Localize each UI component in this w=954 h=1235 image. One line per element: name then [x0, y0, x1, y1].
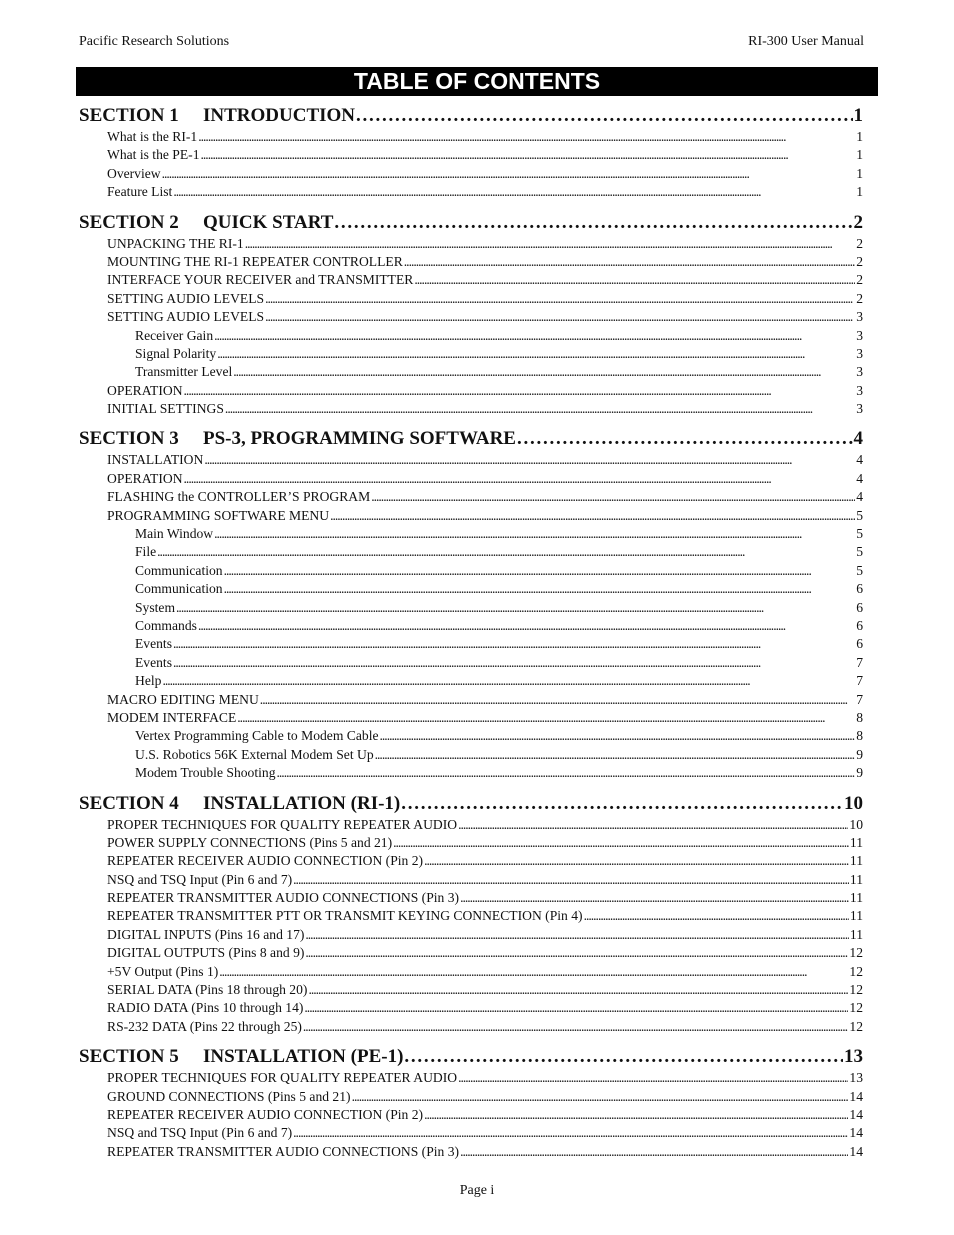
entry-page-number: 11 [849, 926, 863, 942]
dot-leader [424, 1106, 848, 1124]
toc-subentry[interactable] [79, 654, 863, 672]
entry-page-number: 10 [849, 816, 863, 832]
section-page-number: 4 [853, 428, 863, 450]
dot-leader [380, 727, 856, 745]
section-number: SECTION 1 [79, 105, 179, 126]
toc-subentry[interactable] [79, 746, 863, 764]
dot-leader [371, 488, 855, 506]
entry-page-number: 1 [856, 165, 863, 181]
dot-leader [162, 672, 855, 690]
entry-page-number: 8 [856, 709, 863, 725]
dot-leader [233, 363, 855, 381]
dot-leader [265, 308, 855, 326]
dot-leader [204, 451, 855, 469]
toc-entry[interactable] [79, 816, 863, 834]
entry-label: Transmitter Level [135, 364, 233, 380]
entry-label: SETTING AUDIO LEVELS [107, 290, 265, 306]
entry-label: Modem Trouble Shooting [135, 765, 276, 781]
section-page-number: 1 [853, 105, 863, 126]
running-header-left: Pacific Research Solutions [79, 34, 230, 49]
toc-banner: TABLE OF CONTENTS [76, 67, 878, 96]
entry-page-number: 6 [856, 599, 863, 615]
entry-page-number: 11 [849, 853, 863, 869]
dot-leader [201, 146, 856, 164]
section-title: INSTALLATION (PE-1) [203, 1046, 404, 1068]
toc-entry[interactable] [79, 128, 863, 146]
dot-leader [277, 764, 856, 782]
entry-label: DIGITAL INPUTS (Pins 16 and 17) [107, 926, 305, 942]
running-header-right: RI-300 User Manual [748, 34, 864, 49]
toc-entry[interactable] [79, 944, 863, 962]
toc-entry[interactable] [79, 183, 863, 201]
dot-leader [305, 926, 849, 944]
toc-entry[interactable] [79, 271, 863, 289]
entry-page-number: 2 [856, 272, 863, 288]
entry-page-number: 3 [856, 364, 863, 380]
section-number: SECTION 5 [79, 1046, 179, 1068]
toc-subentry[interactable] [79, 617, 863, 635]
entry-page-number: 2 [856, 290, 863, 306]
toc-section-heading[interactable] [79, 212, 863, 235]
entry-label: File [135, 544, 157, 560]
dot-leader [517, 428, 853, 450]
toc-subentry[interactable] [79, 562, 863, 580]
toc-entry[interactable] [79, 871, 863, 889]
entry-label: REPEATER TRANSMITTER PTT OR TRANSMIT KEYING CONNECTION (Pin 4) [107, 908, 583, 924]
entry-page-number: 11 [849, 871, 863, 887]
toc-entry[interactable] [79, 963, 863, 981]
toc-entry[interactable] [79, 451, 863, 469]
toc-entry[interactable] [79, 926, 863, 944]
page-number-footer: Page i [459, 1183, 495, 1198]
section-number: SECTION 4 [79, 792, 179, 814]
toc-entry[interactable] [79, 507, 863, 525]
section-title: INTRODUCTION [203, 105, 356, 126]
toc-section-heading[interactable] [79, 105, 863, 128]
toc-entry[interactable] [79, 691, 863, 709]
entry-label: PROPER TECHNIQUES FOR QUALITY REPEATER AUDIO [107, 1070, 458, 1086]
entry-label: What is the RI-1 [107, 129, 198, 144]
entry-label: GROUND CONNECTIONS (Pins 5 and 21) [107, 1088, 351, 1104]
dot-leader [401, 793, 843, 815]
dot-leader [265, 290, 855, 308]
dot-leader [162, 165, 856, 183]
toc-entry[interactable] [79, 834, 863, 852]
dot-leader [245, 235, 856, 253]
toc-section-heading[interactable] [79, 1046, 863, 1069]
dot-leader [217, 345, 855, 363]
section-page-number: 13 [844, 1046, 863, 1068]
toc-subentry[interactable] [79, 327, 863, 345]
dot-leader [458, 1069, 848, 1087]
toc-entry[interactable] [79, 709, 863, 727]
toc-entry[interactable] [79, 308, 863, 326]
toc-subentry[interactable] [79, 764, 863, 782]
dot-leader [237, 709, 855, 727]
dot-leader [308, 981, 848, 999]
entry-label: Commands [135, 617, 197, 633]
entry-label: Signal Polarity [135, 345, 217, 361]
toc-entry[interactable] [79, 400, 863, 418]
entry-page-number: 8 [856, 728, 863, 744]
toc-entry[interactable] [79, 999, 863, 1017]
dot-leader [214, 327, 855, 345]
dot-leader [224, 580, 856, 598]
toc-subentry[interactable] [79, 599, 863, 617]
dot-leader [356, 105, 852, 127]
entry-label: Communication [135, 581, 223, 597]
toc-subentry[interactable] [79, 635, 863, 653]
section-number: SECTION 3 [79, 428, 179, 450]
entry-page-number: 5 [856, 544, 863, 560]
entry-label: INSTALLATION [107, 452, 204, 468]
toc-subentry[interactable] [79, 727, 863, 745]
entry-page-number: 3 [856, 345, 863, 361]
entry-page-number: 9 [856, 746, 863, 762]
entry-label: FLASHING the CONTROLLER’S PROGRAM [107, 489, 371, 505]
dot-leader [293, 871, 849, 889]
entry-page-number: 4 [856, 470, 863, 486]
entry-page-number: 14 [849, 1143, 863, 1159]
dot-leader [184, 470, 856, 488]
dot-leader [414, 271, 855, 289]
entry-page-number: 4 [856, 452, 863, 468]
entry-page-number: 12 [849, 1018, 863, 1034]
entry-label: REPEATER TRANSMITTER AUDIO CONNECTIONS (Pin 3) [107, 890, 460, 906]
entry-page-number: 5 [856, 562, 863, 578]
section-number: SECTION 2 [79, 211, 179, 233]
dot-leader [303, 1018, 849, 1036]
entry-label: NSQ and TSQ Input (Pin 6 and 7) [107, 1125, 293, 1141]
toc-entry[interactable] [79, 852, 863, 870]
entry-label: Events [135, 636, 172, 652]
entry-label: Vertex Programming Cable to Modem Cable [135, 728, 379, 744]
entry-label: NSQ and TSQ Input (Pin 6 and 7) [107, 871, 293, 887]
entry-page-number: 11 [849, 890, 863, 906]
entry-label: REPEATER TRANSMITTER AUDIO CONNECTIONS (Pin 3) [107, 1143, 460, 1159]
entry-page-number: 14 [849, 1088, 863, 1104]
toc-entry[interactable] [79, 981, 863, 999]
entry-label: Receiver Gain [135, 327, 214, 343]
dot-leader [424, 852, 849, 870]
entry-page-number: 9 [856, 765, 863, 781]
entry-page-number: 13 [849, 1070, 863, 1086]
dot-leader [198, 617, 855, 635]
dot-leader [458, 816, 848, 834]
entry-label: Overview [107, 165, 161, 181]
entry-page-number: 3 [856, 382, 863, 398]
dot-leader [198, 128, 855, 146]
toc-entry[interactable] [79, 907, 863, 925]
entry-page-number: 14 [849, 1125, 863, 1141]
entry-label: Feature List [107, 184, 173, 200]
dot-leader [304, 999, 848, 1017]
entry-page-number: 3 [856, 401, 863, 417]
entry-page-number: 12 [849, 982, 863, 998]
dot-leader [404, 1046, 843, 1068]
entry-page-number: 12 [849, 1000, 863, 1016]
toc-entry[interactable] [79, 382, 863, 400]
entry-label: POWER SUPPLY CONNECTIONS (Pins 5 and 21) [107, 834, 393, 850]
entry-label: REPEATER RECEIVER AUDIO CONNECTION (Pin 2) [107, 853, 424, 869]
dot-leader [173, 654, 855, 672]
entry-page-number: 1 [856, 129, 863, 144]
toc-entry[interactable] [79, 1143, 863, 1161]
entry-page-number: 3 [856, 327, 863, 343]
toc-entry[interactable] [79, 470, 863, 488]
entry-page-number: 2 [856, 235, 863, 251]
entry-label: INITIAL SETTINGS [107, 401, 224, 417]
dot-leader [375, 746, 856, 764]
toc-entry[interactable] [79, 1088, 863, 1106]
section-title: INSTALLATION (RI-1) [203, 792, 401, 814]
entry-label: MACRO EDITING MENU [107, 691, 259, 707]
entry-label: +5V Output (Pins 1) [107, 963, 219, 979]
toc-entry[interactable] [79, 1106, 863, 1124]
entry-label: System [135, 599, 176, 615]
table-of-contents [79, 105, 863, 1161]
toc-subentry[interactable] [79, 525, 863, 543]
entry-label: INTERFACE YOUR RECEIVER and TRANSMITTER [107, 272, 414, 288]
toc-entry[interactable] [79, 1124, 863, 1142]
entry-label: MOUNTING THE RI-1 REPEATER CONTROLLER [107, 253, 403, 269]
entry-page-number: 4 [856, 489, 863, 505]
entry-label: Communication [135, 562, 223, 578]
entry-label: RS-232 DATA (Pins 22 through 25) [107, 1018, 302, 1034]
toc-subentry[interactable] [79, 345, 863, 363]
entry-page-number: 1 [856, 147, 863, 163]
entry-label: DIGITAL OUTPUTS (Pins 8 and 9) [107, 945, 305, 961]
dot-leader [330, 507, 855, 525]
entry-label: UNPACKING THE RI-1 [107, 235, 244, 251]
dot-leader [176, 599, 855, 617]
entry-page-number: 2 [856, 253, 863, 269]
entry-label: OPERATION [107, 382, 183, 398]
section-title: QUICK START [203, 211, 334, 233]
entry-label: PROPER TECHNIQUES FOR QUALITY REPEATER AUDIO [107, 816, 458, 832]
section-title: PS-3, PROGRAMMING SOFTWARE [203, 428, 516, 450]
toc-subentry[interactable] [79, 363, 863, 381]
dot-leader [224, 562, 856, 580]
toc-subentry[interactable] [79, 672, 863, 690]
entry-label: What is the PE-1 [107, 147, 200, 163]
dot-leader [460, 889, 849, 907]
entry-page-number: 7 [856, 654, 863, 670]
entry-page-number: 6 [856, 581, 863, 597]
entry-page-number: 5 [856, 526, 863, 542]
toc-entry[interactable] [79, 488, 863, 506]
entry-page-number: 14 [849, 1106, 863, 1122]
dot-leader [225, 400, 855, 418]
toc-entry[interactable] [79, 253, 863, 271]
entry-page-number: 11 [849, 908, 863, 924]
entry-label: RADIO DATA (Pins 10 through 14) [107, 1000, 304, 1016]
dot-leader [584, 907, 849, 925]
dot-leader [352, 1088, 849, 1106]
toc-subentry[interactable] [79, 543, 863, 561]
entry-label: REPEATER RECEIVER AUDIO CONNECTION (Pin 2) [107, 1106, 424, 1122]
entry-page-number: 5 [856, 507, 863, 523]
entry-label: SERIAL DATA (Pins 18 through 20) [107, 982, 308, 998]
dot-leader [334, 212, 852, 234]
entry-page-number: 11 [849, 834, 863, 850]
entry-page-number: 12 [849, 945, 863, 961]
entry-label: SETTING AUDIO LEVELS [107, 309, 265, 325]
entry-label: Events [135, 654, 172, 670]
dot-leader [305, 944, 848, 962]
toc-section-heading[interactable] [79, 793, 863, 816]
entry-page-number: 7 [856, 691, 863, 707]
toc-entry[interactable] [79, 1018, 863, 1036]
dot-leader [173, 635, 855, 653]
toc-entry[interactable] [79, 165, 863, 183]
section-page-number: 10 [844, 792, 863, 814]
entry-label: Main Window [135, 526, 214, 542]
dot-leader [157, 543, 855, 561]
dot-leader [219, 963, 848, 981]
section-page-number: 2 [853, 211, 863, 233]
dot-leader [293, 1124, 848, 1142]
toc-entry[interactable] [79, 889, 863, 907]
entry-page-number: 6 [856, 636, 863, 652]
entry-page-number: 12 [849, 963, 863, 979]
entry-label: PROGRAMMING SOFTWARE MENU [107, 507, 330, 523]
toc-subentry[interactable] [79, 580, 863, 598]
toc-entry[interactable] [79, 146, 863, 164]
dot-leader [214, 525, 855, 543]
entry-label: Help [135, 673, 162, 689]
entry-page-number: 7 [856, 673, 863, 689]
toc-entry[interactable] [79, 290, 863, 308]
dot-leader [260, 691, 855, 709]
dot-leader [184, 382, 856, 400]
entry-label: MODEM INTERFACE [107, 709, 237, 725]
dot-leader [393, 834, 849, 852]
entry-page-number: 3 [856, 309, 863, 325]
entry-page-number: 6 [856, 617, 863, 633]
entry-page-number: 1 [856, 184, 863, 200]
dot-leader [404, 253, 855, 271]
entry-label: OPERATION [107, 470, 183, 486]
toc-entry[interactable] [79, 1069, 863, 1087]
toc-section-heading[interactable] [79, 428, 863, 451]
toc-entry[interactable] [79, 235, 863, 253]
dot-leader [460, 1143, 848, 1161]
entry-label: U.S. Robotics 56K External Modem Set Up [135, 746, 374, 762]
dot-leader [173, 183, 855, 201]
